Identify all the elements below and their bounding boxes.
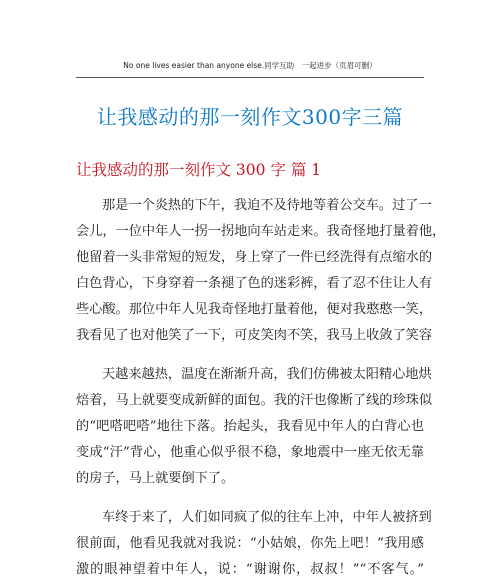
paragraph-line: 些心酸。那位中年人见我奇怪地打量着他，便对我憨憨一笑， — [76, 302, 433, 317]
paragraph-2 — [76, 362, 433, 492]
paragraph-line: 车终于来了，人们如同疯了似的往车上冲，中年人被挤到 — [102, 510, 432, 525]
paragraph-line: 他留着一头非常短的短发，身上穿了一件已经洗得有点缩水的 — [76, 250, 433, 265]
paragraph-line: 我看见了也对他笑了一下，可皮笑肉不笑，我马上收敛了笑容 — [76, 328, 433, 343]
document-title: 让我感动的那一刻作文300字三篇 — [96, 105, 404, 129]
paragraph-line: 的房子，马上就要倒下了。 — [76, 471, 235, 486]
paragraph-1 — [76, 193, 446, 349]
paragraph-line: 焙着，马上就要变成新鲜的面包。我的汗也像断了线的珍珠似 — [76, 393, 433, 408]
paragraph-3 — [76, 505, 432, 583]
section-heading: 让我感动的那一刻作文 300 字 篇 1 — [76, 161, 322, 179]
paragraph-line: 变成“汗”背心，他重心似乎很不稳，象地震中一座无依无靠 — [76, 445, 424, 460]
header-rule — [76, 77, 424, 78]
paragraph-line: 激的眼神望着中年人，说：“谢谢你，叔叔！”“不客气。” — [76, 562, 424, 577]
paragraph-line: 白色背心，下身穿着一条褪了色的迷彩裤，看了忍不住让人有 — [76, 276, 433, 291]
paragraph-line: 的“吧嗒吧嗒”地往下落。抬起头，我看见中年人的白背心也 — [76, 419, 424, 434]
running-header: No one lives easier than anyone else.同学互助 一起进步（页眉可删） — [123, 61, 377, 70]
paragraph-line: 会儿，一位中年人一拐一拐地向车站走来。我奇怪地打量着他， — [76, 224, 446, 239]
paragraph-line: 那是一个炎热的下午，我迫不及待地等着公交车。过了一 — [102, 198, 432, 213]
paragraph-line: 天越来越热，温度在渐渐升高，我们仿佛被太阳精心地烘 — [102, 367, 432, 382]
paragraph-line: 很前面，他看见我就对我说：“小姑娘，你先上吧！”我用感 — [76, 536, 424, 551]
